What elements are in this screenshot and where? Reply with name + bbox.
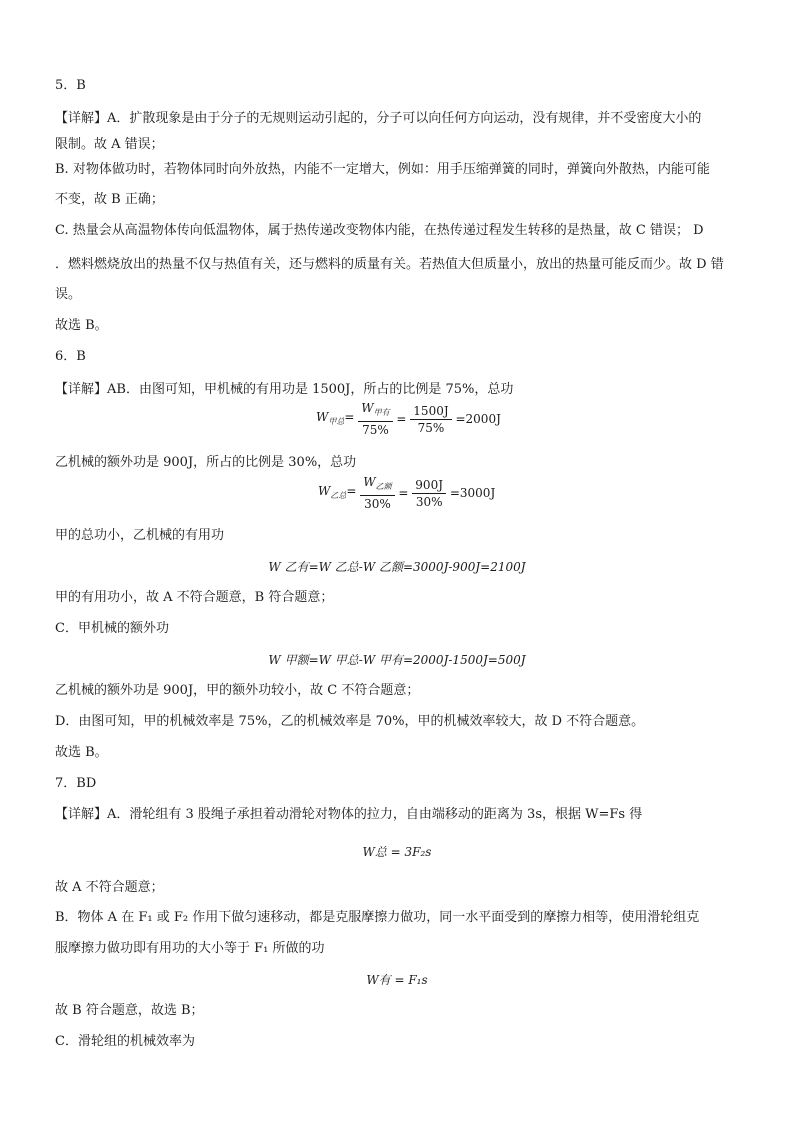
q5-explanation-line: B. 对物体做功时，若物体同时向外放热，内能不一定增大，例如：用手压缩弹簧的同时，弹簧向外散热，内能可能 — [55, 162, 710, 177]
q7-formula-useful-work: W有 = F₁s — [366, 973, 428, 987]
q6-explanation-line: 【详解】AB．由图可知，甲机械的有用功是 1500J，所占的比例是 75%，总功 — [55, 382, 514, 397]
q5-explanation-line: 限制。故 A 错误； — [55, 137, 164, 152]
q7-explanation-line: 故 B 符合题意，故选 B； — [55, 1003, 204, 1018]
q7-formula-total-work: W总 = 3F₂s — [362, 845, 432, 859]
q6-formula-useful-work-b: W 乙有=W 乙总-W 乙额=3000J-900J=2100J — [268, 560, 526, 574]
q7-explanation-line: 服摩擦力做功即有用功的大小等于 F₁ 所做的功 — [55, 941, 325, 956]
q6-explanation-line: D．由图可知，甲的机械效率是 75%，乙的机械效率是 70%，甲的机械效率较大，故 D 不符合题意。 — [55, 714, 645, 729]
q6-explanation-line: 甲的总功小，乙机械的有用功 — [55, 528, 225, 543]
q6-explanation-line: 甲的有用功小，故 A 不符合题意，B 符合题意； — [55, 590, 334, 605]
q7-explanation-line: C．滑轮组的机械效率为 — [55, 1034, 195, 1049]
q6-explanation-line: 乙机械的额外功是 900J，所占的比例是 30%，总功 — [55, 455, 357, 470]
q6-explanation-line: 乙机械的额外功是 900J，甲的额外功较小，故 C 不符合题意； — [55, 683, 420, 698]
q6-explanation-line: C．甲机械的额外功 — [55, 621, 169, 636]
q6-formula-total-work-b: $W_{乙总}=$ $\frac{W_{乙额}}{30\%}$ = $\frac{900J}{30\%}$ =3000J — [318, 475, 496, 511]
q6-answer: 6．B — [55, 349, 86, 364]
q5-explanation-line: C. 热量会从高温物体传向低温物体，属于热传递改变物体内能，在热传递过程发生转移的是热量，故 C 错误； D — [55, 223, 704, 238]
q7-answer: 7．BD — [55, 776, 97, 791]
q7-explanation-line: 故 A 不符合题意； — [55, 880, 164, 895]
q5-conclusion: 故选 B。 — [55, 318, 108, 333]
q6-formula-extra-work-a: W 甲额=W 甲总-W 甲有=2000J-1500J=500J — [268, 653, 526, 667]
q5-explanation-line: ．燃料燃烧放出的热量不仅与热值有关，还与燃料的质量有关。若热值大但质量小，放出的热量可能反而少。故 D 错 — [55, 257, 724, 272]
q5-explanation-line: 不变，故 B 正确； — [55, 192, 164, 207]
q5-explanation-line: 【详解】A．扩散现象是由于分子的无规则运动引起的，分子可以向任何方向运动，没有规律，并不受密度大小的 — [55, 111, 702, 126]
q5-answer: 5．B — [55, 78, 86, 93]
q7-explanation-line: B．物体 A 在 F₁ 或 F₂ 作用下做匀速移动，都是克服摩擦力做功，同一水平面受到的摩擦力相等，使用滑轮组克 — [55, 910, 700, 925]
q6-formula-total-work-a: $W_{甲总}=$ $\frac{W_{甲有}}{75\%}$ = $\frac{1500J}{75\%}$ =2000J — [316, 401, 501, 437]
q5-explanation-line: 误。 — [55, 287, 82, 302]
q7-explanation-line: 【详解】A．滑轮组有 3 股绳子承担着动滑轮对物体的拉力，自由端移动的距离为 3s，根据 W=Fs 得 — [55, 807, 643, 822]
q6-conclusion: 故选 B。 — [55, 745, 108, 760]
